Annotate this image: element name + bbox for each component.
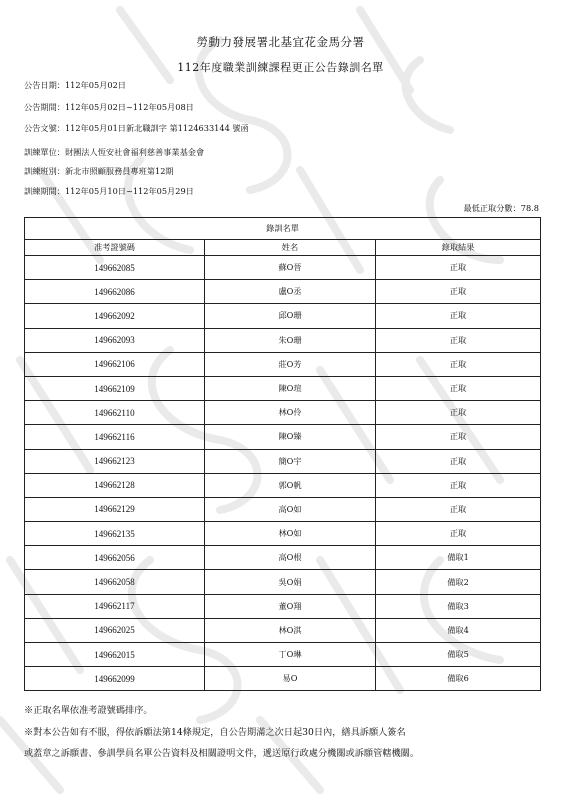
- note-sort-order: ※正取名單依准考證號碼排序。: [24, 705, 153, 716]
- training-period: 訓練期間：112年05月10日~112年05月29日: [24, 186, 194, 196]
- document-number: 公告文號：112年05月01日新北職訓字 第1124633144 號函: [24, 123, 249, 133]
- table-row: [25, 376, 541, 400]
- table-row: [25, 449, 541, 473]
- result-cell: 正取: [376, 352, 541, 376]
- exam-number-cell: 149662015: [25, 643, 205, 667]
- result-cell: 正取: [376, 328, 541, 352]
- table-row: [25, 618, 541, 642]
- result-cell: 正取: [376, 376, 541, 400]
- result-cell: 備取5: [376, 643, 541, 667]
- table-row: [25, 256, 541, 280]
- name-cell: 高O根: [205, 546, 376, 570]
- result-cell: 備取1: [376, 546, 541, 570]
- table-row: [25, 473, 541, 497]
- exam-number-cell: 149662056: [25, 546, 205, 570]
- column-header-exam-number: 准考證號碼: [25, 240, 205, 256]
- document-title: 112年度職業訓練課程更正公告錄訓名單: [177, 61, 384, 74]
- name-cell: 陳O瑄: [205, 376, 376, 400]
- name-cell: 吳O娟: [205, 570, 376, 594]
- table-row: [25, 497, 541, 521]
- exam-number-cell: 149662123: [25, 449, 205, 473]
- table-row: [25, 522, 541, 546]
- name-cell: 邱O珊: [205, 304, 376, 328]
- column-header-result: 錄取結果: [376, 240, 541, 256]
- exam-number-cell: 149662116: [25, 425, 205, 449]
- name-cell: 林O淇: [205, 618, 376, 642]
- name-cell: 簡O宇: [205, 449, 376, 473]
- training-class: 訓練班別：新北市照顧服務員專班第12期: [24, 166, 174, 176]
- name-cell: 莊O芳: [205, 352, 376, 376]
- name-cell: 陳O臻: [205, 425, 376, 449]
- exam-number-cell: 149662025: [25, 618, 205, 642]
- note-appeal-line-1: ※對本公告如有不服，得依訴願法第14條規定，自公告期滿之次日起30日內，繕具訴願人簽名: [24, 727, 406, 738]
- table-row: [25, 280, 541, 304]
- exam-number-cell: 149662093: [25, 328, 205, 352]
- table-row: [25, 352, 541, 376]
- name-cell: 高O如: [205, 497, 376, 521]
- result-cell: 正取: [376, 497, 541, 521]
- result-cell: 正取: [376, 425, 541, 449]
- table-row: [25, 425, 541, 449]
- name-cell: 易O: [205, 667, 376, 691]
- table-row: [25, 401, 541, 425]
- training-unit: 訓練單位：財團法人恆安社會福利慈善事業基金會: [24, 147, 205, 157]
- exam-number-cell: 149662109: [25, 376, 205, 400]
- result-cell: 備取2: [376, 570, 541, 594]
- table-row: [25, 546, 541, 570]
- name-cell: 丁O琳: [205, 643, 376, 667]
- exam-number-cell: 149662099: [25, 667, 205, 691]
- name-cell: 郭O帆: [205, 473, 376, 497]
- announcement-period: 公告期間：112年05月02日~112年05月08日: [24, 102, 194, 112]
- table-title: 錄訓名單: [25, 218, 541, 240]
- name-cell: 董O翔: [205, 594, 376, 618]
- exam-number-cell: 149662086: [25, 280, 205, 304]
- name-cell: 林O如: [205, 522, 376, 546]
- name-cell: 蘇O晉: [205, 256, 376, 280]
- result-cell: 備取6: [376, 667, 541, 691]
- result-cell: 備取3: [376, 594, 541, 618]
- result-cell: 正取: [376, 449, 541, 473]
- table-row: [25, 304, 541, 328]
- result-cell: 正取: [376, 280, 541, 304]
- result-cell: 正取: [376, 256, 541, 280]
- name-cell: 朱O珊: [205, 328, 376, 352]
- exam-number-cell: 149662129: [25, 497, 205, 521]
- table-row: [25, 570, 541, 594]
- exam-number-cell: 149662085: [25, 256, 205, 280]
- agency-title: 勞動力發展署北基宜花金馬分署: [196, 35, 365, 49]
- exam-number-cell: 149662110: [25, 401, 205, 425]
- table-header-row: [25, 240, 541, 256]
- exam-number-cell: 149662135: [25, 522, 205, 546]
- exam-number-cell: 149662092: [25, 304, 205, 328]
- exam-number-cell: 149662128: [25, 473, 205, 497]
- result-cell: 正取: [376, 401, 541, 425]
- result-cell: 正取: [376, 473, 541, 497]
- min-score: 最低正取分數：78.8: [463, 203, 539, 213]
- exam-number-cell: 149662058: [25, 570, 205, 594]
- exam-number-cell: 149662106: [25, 352, 205, 376]
- note-appeal-line-2: 或蓋章之訴願書、參訓學員名單公告資料及相關證明文件，遞送原行政處分機關或訴願管轄機關。: [24, 748, 420, 759]
- column-header-name: 姓名: [205, 240, 376, 256]
- table-row: [25, 594, 541, 618]
- name-cell: 盧O丞: [205, 280, 376, 304]
- result-cell: 正取: [376, 522, 541, 546]
- name-cell: 林O伶: [205, 401, 376, 425]
- table-row: [25, 667, 541, 691]
- table-row: [25, 643, 541, 667]
- result-cell: 正取: [376, 304, 541, 328]
- table-row: [25, 328, 541, 352]
- exam-number-cell: 149662117: [25, 594, 205, 618]
- result-cell: 備取4: [376, 618, 541, 642]
- announcement-date: 公告日期：112年05月02日: [24, 80, 126, 90]
- roster-table: [24, 217, 541, 691]
